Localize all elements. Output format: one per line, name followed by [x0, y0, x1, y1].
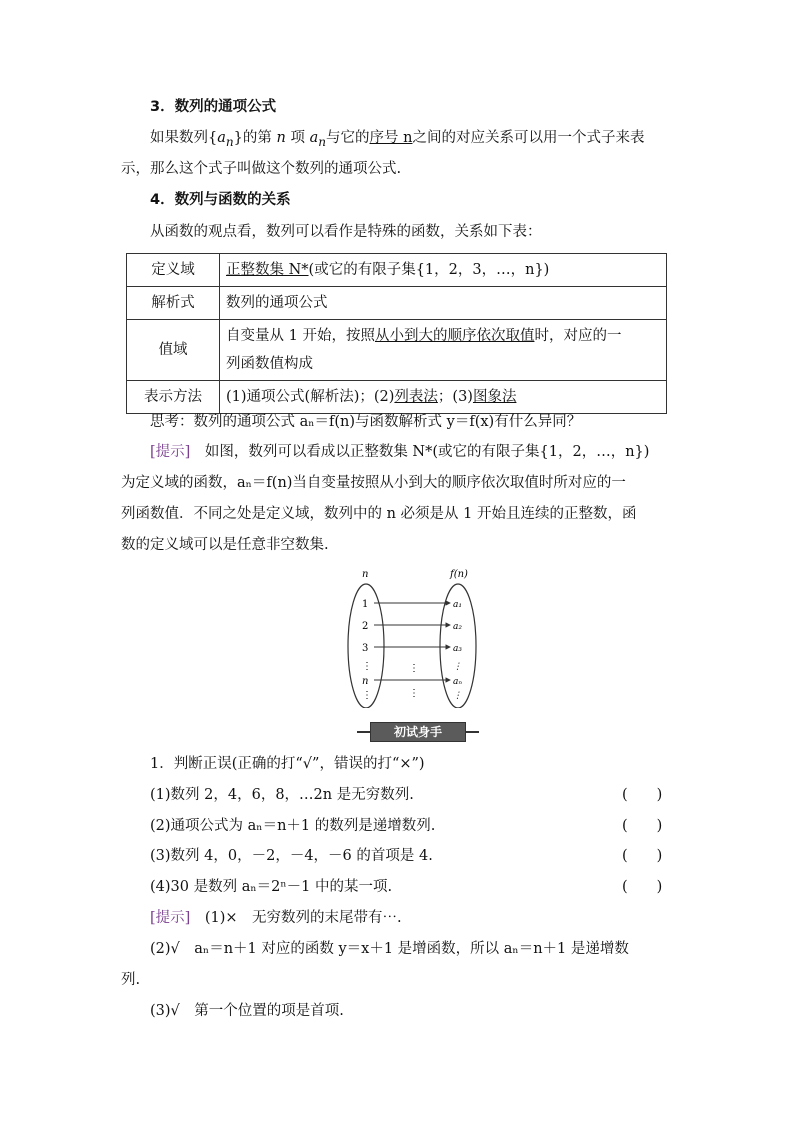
text: 时，对应的一	[534, 328, 622, 344]
relation-table	[126, 253, 667, 414]
underlined-term: 列表法	[394, 389, 438, 405]
var-n: n	[225, 134, 234, 149]
answer-blank: ( )	[622, 818, 663, 834]
table-key: 值域	[127, 320, 220, 381]
text: 如图，数列可以看成以正整数集 N*(或它的有限子集{1，2，…，n})	[204, 444, 650, 460]
var-n: n	[276, 130, 286, 146]
range-item: a₃	[453, 644, 462, 654]
range-item: a₁	[453, 600, 462, 610]
hint1-line2: 为定义域的函数，aₙ＝f(n)当自变量按照从小到大的顺序依次取值时所对应的一	[121, 475, 626, 491]
range-item: ⋮	[453, 691, 462, 701]
answer-blank: ( )	[622, 879, 663, 895]
exercise-item: (1)数列 2，4，6，8，…2n 是无穷数列.	[150, 787, 414, 803]
var-n: n	[318, 134, 327, 149]
exercise-item: (2)通项公式为 aₙ＝n＋1 的数列是递增数列.	[150, 818, 436, 834]
table-row	[127, 381, 667, 414]
middle-dots: ⋮	[409, 688, 419, 699]
table-row	[127, 320, 667, 381]
domain-item: ⋮	[362, 690, 372, 701]
table-key: 解析式	[127, 287, 220, 320]
text: 之间的对应关系可以用一个式子来表	[412, 130, 645, 146]
hint-tag: [提示]	[150, 444, 191, 460]
hint1-line4: 数的定义域可以是任意非空数集.	[121, 537, 329, 553]
var-a: a	[217, 130, 226, 146]
var-a: a	[309, 130, 319, 146]
range-label: f(n)	[450, 569, 468, 580]
range-item: ⋮	[453, 662, 462, 672]
section-3-paragraph-line2: 示，那么这个式子叫做这个数列的通项公式.	[121, 161, 402, 177]
domain-item: 1	[362, 599, 369, 610]
text: 如果数列{	[150, 130, 218, 146]
table-key: 表示方法	[127, 381, 220, 414]
text: (1)通项公式(解析法)；(2)	[226, 389, 395, 405]
exercise-item: (3)数列 4，0，－2，－4，－6 的首项是 4.	[150, 848, 433, 864]
text: (1)× 无穷数列的末尾带有⋯.	[204, 910, 402, 926]
think-question: 思考：数列的通项公式 aₙ＝f(n)与函数解析式 y＝f(x)有什么异同？	[150, 414, 582, 430]
underlined-term: 序号 n	[369, 130, 413, 146]
section-3-paragraph-line1	[150, 128, 644, 152]
exercise-1-heading: 1．判断正误(正确的打“√”，错误的打“×”)	[150, 756, 425, 772]
domain-item: 2	[362, 621, 369, 632]
text: 列函数值构成	[226, 356, 313, 372]
domain-item: n	[362, 676, 369, 687]
text: ；(3)	[437, 389, 473, 405]
hint1-line1	[150, 442, 649, 462]
table-value	[220, 320, 667, 381]
exercise-item: (4)30 是数列 aₙ＝2ⁿ－1 中的某一项.	[150, 879, 393, 895]
table-row	[127, 287, 667, 320]
text: }的第	[233, 130, 277, 146]
middle-dots: ⋮	[409, 663, 419, 674]
section-4-intro: 从函数的观点看，数列可以看作是特殊的函数，关系如下表：	[150, 224, 542, 240]
underlined-term: 图象法	[472, 389, 517, 405]
text: 自变量从 1 开始，按照	[226, 328, 375, 344]
table-key: 定义域	[127, 254, 220, 287]
table-value: 数列的通项公式	[220, 287, 667, 320]
section-3-heading: 3．数列的通项公式	[150, 99, 277, 115]
section-4-heading: 4．数列与函数的关系	[150, 192, 291, 208]
answer-blank: ( )	[622, 787, 663, 803]
hint2-line2: (2)√ aₙ＝n＋1 对应的函数 y＝x＋1 是增函数，所以 aₙ＝n＋1 是递增数	[150, 941, 629, 957]
hint2-line1	[150, 908, 402, 928]
table-row	[127, 254, 667, 287]
text: 与它的	[326, 130, 370, 146]
section-banner: 初试身手	[370, 722, 466, 742]
underlined-term: 从小到大的顺序依次取值	[374, 328, 535, 344]
text: 项	[285, 130, 310, 146]
table-value	[220, 254, 667, 287]
range-item: a₂	[453, 622, 462, 632]
domain-item: ⋮	[362, 661, 372, 672]
range-item: aₙ	[453, 677, 463, 687]
answer-blank: ( )	[622, 848, 663, 864]
hint2-line3: 列.	[121, 972, 141, 988]
table-value	[220, 381, 667, 414]
domain-item: 3	[362, 643, 369, 654]
text: (或它的有限子集{1，2，3，…，n})	[308, 262, 550, 278]
domain-label: n	[362, 569, 369, 580]
hint1-line3: 列函数值．不同之处是定义域，数列中的 n 必须是从 1 开始且连续的正整数，函	[121, 506, 637, 522]
mapping-diagram	[318, 568, 488, 708]
hint-tag: [提示]	[150, 910, 191, 926]
underlined-term: 正整数集 N*	[226, 262, 309, 278]
hint2-line4: (3)√ 第一个位置的项是首项.	[150, 1003, 344, 1019]
